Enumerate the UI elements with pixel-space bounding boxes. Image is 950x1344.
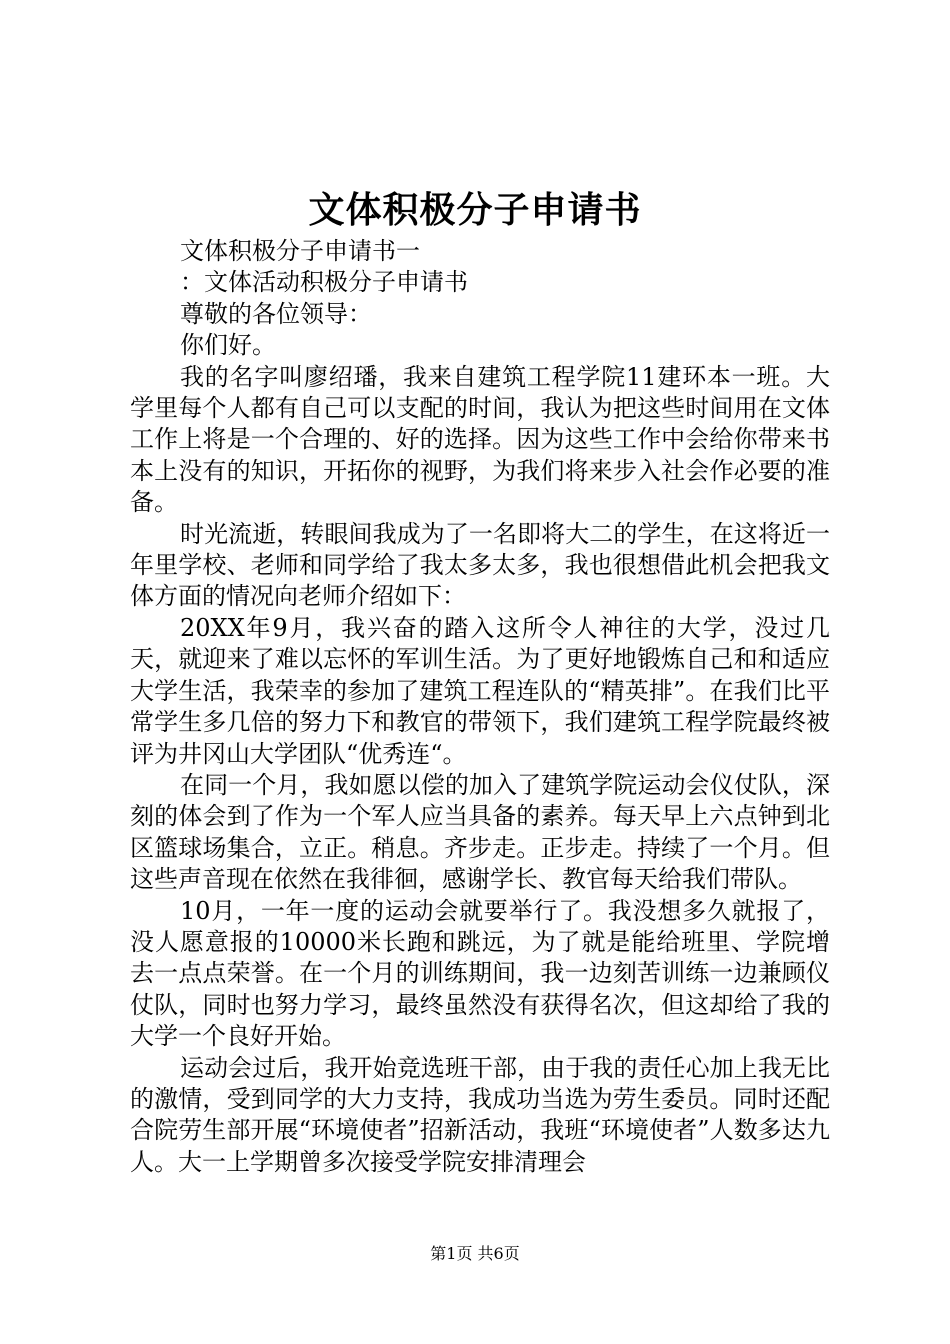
paragraph: 20XX年9月，我兴奋的踏入这所令人神往的大学，没过几天，就迎来了难以忘怀的军训生活。为了更好地锻炼自己和和适应大学生活，我荣幸的参加了建筑工程连队的“精英排”。在我们比平常学生多几倍的努力下和教官的带领下，我们建筑工程学院最终被评为井冈山大学团队“优秀连“。 [130,613,830,768]
paragraph: 你们好。 [180,331,276,360]
document-title: 文体积极分子申请书 [308,189,642,231]
paragraph: 时光流逝，转眼间我成为了一名即将大二的学生，在这将近一年里学校、老师和同学给了我太多太多，我也很想借此机会把我文体方面的情况向老师介绍如下： [130,519,830,611]
page-number-footer: 第1页 共6页 [430,1244,520,1263]
paragraph: 10月，一年一度的运动会就要举行了。我没想多久就报了，没人愿意报的10000米长跑和跳远，为了就是能给班里、学院增去一点点荣誉。在一个月的训练期间，我一边刻苦训练一边兼顾仪仗队，同时也努力学习，最终虽然没有获得名次，但这却给了我的大学一个良好开始。 [130,896,830,1051]
document-body [130,236,830,1178]
paragraph: ：文体活动积极分子申请书 [180,268,468,297]
paragraph: 文体积极分子申请书一 [180,237,420,265]
paragraph: 尊敬的各位领导： [180,299,372,328]
paragraph: 在同一个月，我如愿以偿的加入了建筑学院运动会仪仗队，深刻的体会到了作为一个军人应当具备的素养。每天早上六点钟到北区篮球场集合，立正。稍息。齐步走。正步走。持续了一个月。但这些声音现在依然在我徘徊，感谢学长、教官每天给我们带队。 [130,770,830,894]
paragraph: 我的名字叫廖绍璠，我来自建筑工程学院11建环本一班。大学里每个人都有自己可以支配的时间，我认为把这些时间用在文体工作上将是一个合理的、好的选择。因为这些工作中会给你带来书本上没有的知识，开拓你的视野，为我们将来步入社会作必要的准备。 [130,362,830,517]
paragraph: 运动会过后，我开始竞选班干部，由于我的责任心加上我无比的激情，受到同学的大力支持，我成功当选为劳生委员。同时还配合院劳生部开展“环境使者”招新活动，我班“环境使者”人数多达九人。大一上学期曾多次接受学院安排清理会 [130,1053,830,1176]
